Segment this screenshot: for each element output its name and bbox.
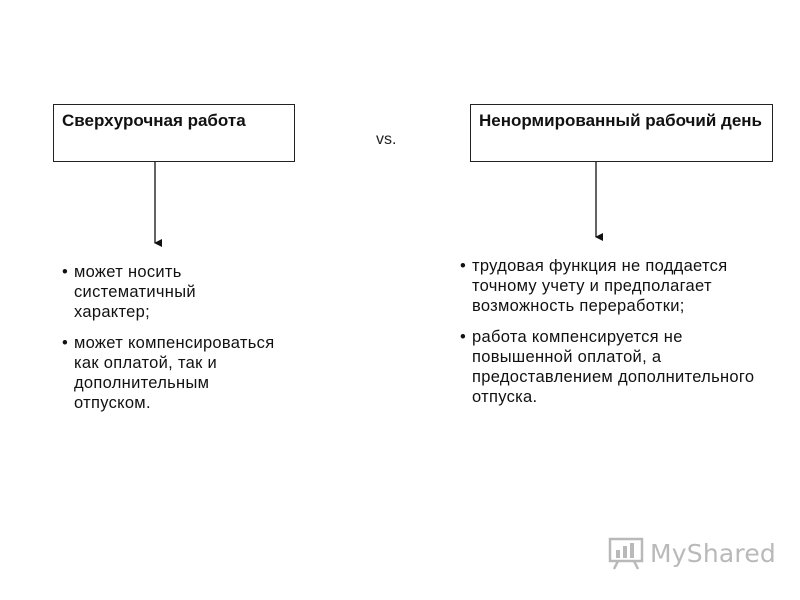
vs-label: vs. xyxy=(376,131,397,148)
watermark-text: MyShared xyxy=(650,538,776,568)
presentation-chart-icon xyxy=(608,536,644,570)
bullet-item: • работа компенсируется не повышенной оплатой, а предоставлением дополнительного отпуска. xyxy=(458,327,758,407)
bullet-item: • может компенсироваться как оплатой, так и дополнительным отпуском. xyxy=(60,333,275,413)
irregular-hours-bullets xyxy=(458,256,758,418)
overtime-title: Сверхурочная работа xyxy=(62,111,246,130)
overtime-bullets xyxy=(60,262,275,424)
myshared-watermark xyxy=(608,536,776,570)
bullet-item: • трудовая функция не поддается точному учету и предполагает возможность переработки; xyxy=(458,256,758,316)
bullet-item: • может носить систематичный характер; xyxy=(60,262,275,322)
irregular-hours-title: Ненормированный рабочий день xyxy=(479,111,763,130)
